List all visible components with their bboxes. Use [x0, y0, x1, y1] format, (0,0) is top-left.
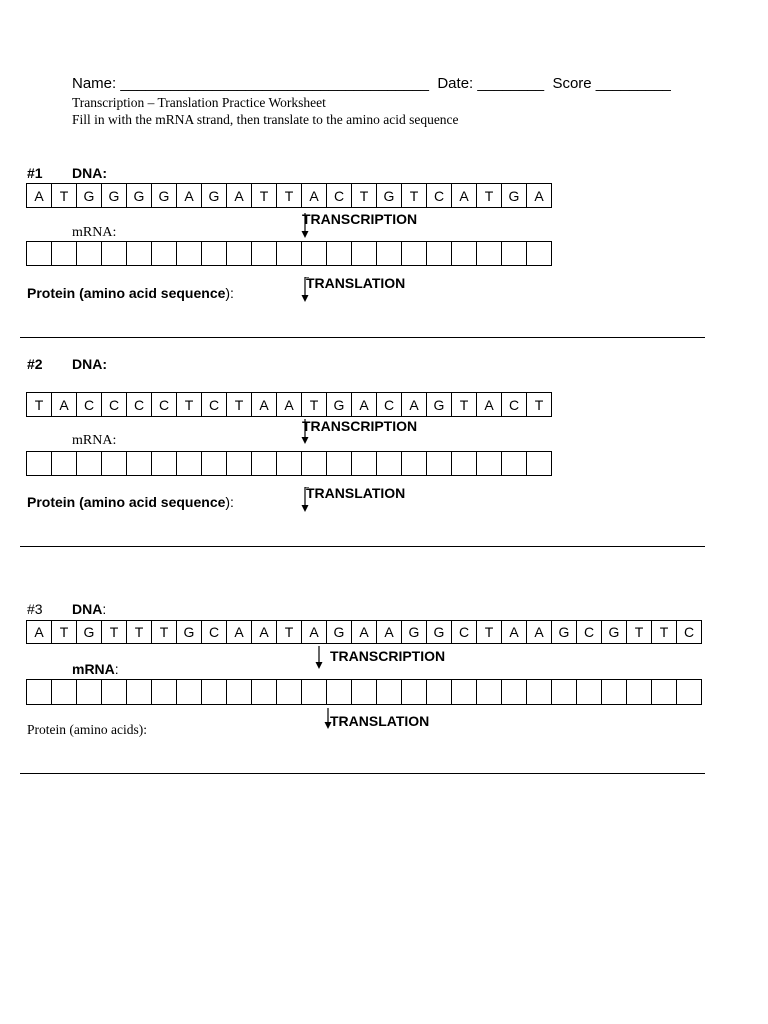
mrna-base-blank[interactable] — [427, 452, 452, 476]
mrna-base-blank[interactable] — [102, 242, 127, 266]
dna-base: A — [302, 621, 327, 644]
worksheet-instructions: Fill in with the mRNA strand, then translate to the amino acid sequence — [72, 112, 459, 127]
mrna-base-blank[interactable] — [102, 680, 127, 705]
dna-base: T — [277, 184, 302, 208]
mrna-base-blank[interactable] — [427, 242, 452, 266]
mrna-base-blank[interactable] — [27, 452, 52, 476]
mrna-base-blank[interactable] — [127, 452, 152, 476]
dna-base: C — [677, 621, 702, 644]
dna-base: C — [577, 621, 602, 644]
mrna-base-blank[interactable] — [677, 680, 702, 705]
problem-1-mrna-strand[interactable] — [26, 241, 552, 266]
mrna-base-blank[interactable] — [252, 242, 277, 266]
down-arrow-icon — [315, 646, 325, 670]
dna-base: G — [327, 393, 352, 417]
dna-base: G — [77, 621, 102, 644]
dna-base: T — [52, 184, 77, 208]
dna-base: C — [152, 393, 177, 417]
dna-base: A — [527, 184, 552, 208]
dna-base: A — [352, 393, 377, 417]
mrna-base-blank[interactable] — [377, 452, 402, 476]
mrna-base-blank[interactable] — [402, 452, 427, 476]
dna-base: A — [252, 621, 277, 644]
dna-base: A — [402, 393, 427, 417]
mrna-base-blank[interactable] — [527, 242, 552, 266]
divider-2 — [20, 546, 705, 547]
dna-base: T — [652, 621, 677, 644]
mrna-base-blank[interactable] — [152, 242, 177, 266]
problem-3-number: #3 — [27, 601, 43, 617]
mrna-base-blank[interactable] — [452, 452, 477, 476]
dna-base: A — [277, 393, 302, 417]
mrna-base-blank[interactable] — [127, 680, 152, 705]
mrna-base-blank[interactable] — [352, 242, 377, 266]
mrna-base-blank[interactable] — [152, 680, 177, 705]
mrna-base-blank[interactable] — [202, 242, 227, 266]
dna-base: T — [177, 393, 202, 417]
mrna-base-blank[interactable] — [277, 452, 302, 476]
dna-base: T — [27, 393, 52, 417]
dna-base: T — [252, 184, 277, 208]
mrna-base-blank[interactable] — [227, 680, 252, 705]
problem-2-number: #2 — [27, 356, 43, 372]
mrna-base-blank[interactable] — [27, 680, 52, 705]
mrna-base-blank[interactable] — [502, 452, 527, 476]
mrna-base-blank[interactable] — [402, 242, 427, 266]
problem-1-number: #1 — [27, 165, 43, 181]
mrna-base-blank[interactable] — [277, 242, 302, 266]
dna-base: G — [327, 621, 352, 644]
dna-base: C — [77, 393, 102, 417]
mrna-base-blank[interactable] — [527, 452, 552, 476]
mrna-base-blank[interactable] — [327, 452, 352, 476]
dna-base: G — [602, 621, 627, 644]
problem-1-protein-label: Protein (amino acid sequence): — [27, 285, 234, 301]
mrna-base-blank[interactable] — [577, 680, 602, 705]
name-date-score-line[interactable]: Name: _____________________________________ Date: ________ Score _________ — [72, 75, 671, 92]
down-arrow-icon — [301, 213, 311, 239]
mrna-base-blank[interactable] — [177, 242, 202, 266]
mrna-base-blank[interactable] — [302, 452, 327, 476]
dna-base: A — [27, 621, 52, 644]
dna-base: T — [477, 621, 502, 644]
dna-base: G — [402, 621, 427, 644]
problem-3-mrna-label: mRNA: — [72, 661, 119, 677]
dna-base: T — [402, 184, 427, 208]
problem-2-translation-label: TRANSLATION — [306, 485, 406, 501]
dna-base: T — [352, 184, 377, 208]
mrna-base-blank[interactable] — [352, 680, 377, 705]
problem-2-dna-strand — [26, 392, 552, 417]
divider-3 — [20, 773, 705, 774]
dna-base: T — [102, 621, 127, 644]
mrna-base-blank[interactable] — [352, 452, 377, 476]
mrna-base-blank[interactable] — [302, 680, 327, 705]
divider-1 — [20, 337, 705, 338]
mrna-base-blank[interactable] — [377, 680, 402, 705]
dna-base: G — [502, 184, 527, 208]
mrna-base-blank[interactable] — [227, 452, 252, 476]
dna-base: A — [227, 621, 252, 644]
problem-1-translation-label: TRANSLATION — [306, 275, 406, 291]
down-arrow-icon — [301, 487, 311, 513]
dna-base: T — [477, 184, 502, 208]
dna-base: T — [127, 621, 152, 644]
problem-3-dna-strand — [26, 620, 702, 644]
mrna-base-blank[interactable] — [77, 452, 102, 476]
mrna-base-blank[interactable] — [77, 242, 102, 266]
mrna-base-blank[interactable] — [152, 452, 177, 476]
mrna-base-blank[interactable] — [177, 680, 202, 705]
dna-base: A — [227, 184, 252, 208]
dna-base: A — [452, 184, 477, 208]
mrna-base-blank[interactable] — [202, 452, 227, 476]
dna-base: A — [502, 621, 527, 644]
mrna-base-blank[interactable] — [652, 680, 677, 705]
problem-3-dna-label: DNA: — [72, 601, 107, 617]
worksheet-title: Transcription – Translation Practice Worksheet — [72, 95, 326, 110]
mrna-base-blank[interactable] — [427, 680, 452, 705]
dna-base: T — [227, 393, 252, 417]
dna-base: C — [202, 393, 227, 417]
dna-base: G — [152, 184, 177, 208]
mrna-base-blank[interactable] — [227, 242, 252, 266]
dna-base: C — [452, 621, 477, 644]
dna-base: T — [627, 621, 652, 644]
dna-base: T — [277, 621, 302, 644]
dna-base: G — [427, 393, 452, 417]
problem-1-mrna-label: mRNA: — [72, 225, 117, 240]
mrna-base-blank[interactable] — [477, 680, 502, 705]
dna-base: G — [77, 184, 102, 208]
dna-base: G — [552, 621, 577, 644]
dna-base: T — [152, 621, 177, 644]
dna-base: C — [102, 393, 127, 417]
mrna-base-blank[interactable] — [452, 680, 477, 705]
dna-base: A — [477, 393, 502, 417]
problem-3-mrna-strand[interactable] — [26, 679, 702, 705]
mrna-base-blank[interactable] — [77, 680, 102, 705]
mrna-base-blank[interactable] — [552, 680, 577, 705]
dna-base: G — [102, 184, 127, 208]
mrna-base-blank[interactable] — [202, 680, 227, 705]
mrna-base-blank[interactable] — [252, 452, 277, 476]
dna-base: A — [377, 621, 402, 644]
dna-base: C — [377, 393, 402, 417]
mrna-base-blank[interactable] — [52, 680, 77, 705]
mrna-base-blank[interactable] — [127, 242, 152, 266]
dna-base: C — [127, 393, 152, 417]
mrna-base-blank[interactable] — [302, 242, 327, 266]
problem-1-transcription-label: TRANSCRIPTION — [302, 211, 418, 227]
problem-1-dna-strand — [26, 183, 552, 208]
mrna-base-blank[interactable] — [27, 242, 52, 266]
down-arrow-icon — [301, 277, 311, 303]
problem-3-translation-label: TRANSLATION — [330, 713, 430, 729]
problem-2-mrna-label: mRNA: — [72, 433, 117, 448]
problem-2-dna-label: DNA: — [72, 356, 107, 372]
problem-2-transcription-label: TRANSCRIPTION — [302, 418, 418, 434]
dna-base: G — [177, 621, 202, 644]
mrna-base-blank[interactable] — [52, 242, 77, 266]
problem-3-protein-label: Protein (amino acids): — [27, 722, 147, 737]
mrna-base-blank[interactable] — [477, 452, 502, 476]
mrna-base-blank[interactable] — [502, 680, 527, 705]
problem-1-dna-label: DNA: — [72, 165, 107, 181]
dna-base: A — [252, 393, 277, 417]
down-arrow-icon — [301, 419, 311, 445]
problem-2-mrna-strand[interactable] — [26, 451, 552, 476]
problem-3-transcription-label: TRANSCRIPTION — [330, 648, 446, 664]
dna-base: A — [527, 621, 552, 644]
dna-base: C — [202, 621, 227, 644]
dna-base: C — [427, 184, 452, 208]
dna-base: A — [177, 184, 202, 208]
dna-base: T — [302, 393, 327, 417]
dna-base: G — [377, 184, 402, 208]
dna-base: A — [352, 621, 377, 644]
mrna-base-blank[interactable] — [477, 242, 502, 266]
mrna-base-blank[interactable] — [177, 452, 202, 476]
mrna-base-blank[interactable] — [377, 242, 402, 266]
mrna-base-blank[interactable] — [102, 452, 127, 476]
dna-base: G — [202, 184, 227, 208]
dna-base: G — [127, 184, 152, 208]
mrna-base-blank[interactable] — [252, 680, 277, 705]
mrna-base-blank[interactable] — [327, 242, 352, 266]
mrna-base-blank[interactable] — [452, 242, 477, 266]
mrna-base-blank[interactable] — [327, 680, 352, 705]
dna-base: C — [327, 184, 352, 208]
dna-base: A — [302, 184, 327, 208]
mrna-base-blank[interactable] — [502, 242, 527, 266]
mrna-base-blank[interactable] — [402, 680, 427, 705]
mrna-base-blank[interactable] — [277, 680, 302, 705]
mrna-base-blank[interactable] — [602, 680, 627, 705]
dna-base: T — [452, 393, 477, 417]
dna-base: A — [27, 184, 52, 208]
dna-base: C — [502, 393, 527, 417]
problem-2-protein-label: Protein (amino acid sequence): — [27, 494, 234, 510]
dna-base: A — [52, 393, 77, 417]
mrna-base-blank[interactable] — [627, 680, 652, 705]
dna-base: T — [52, 621, 77, 644]
mrna-base-blank[interactable] — [52, 452, 77, 476]
dna-base: G — [427, 621, 452, 644]
mrna-base-blank[interactable] — [527, 680, 552, 705]
dna-base: T — [527, 393, 552, 417]
